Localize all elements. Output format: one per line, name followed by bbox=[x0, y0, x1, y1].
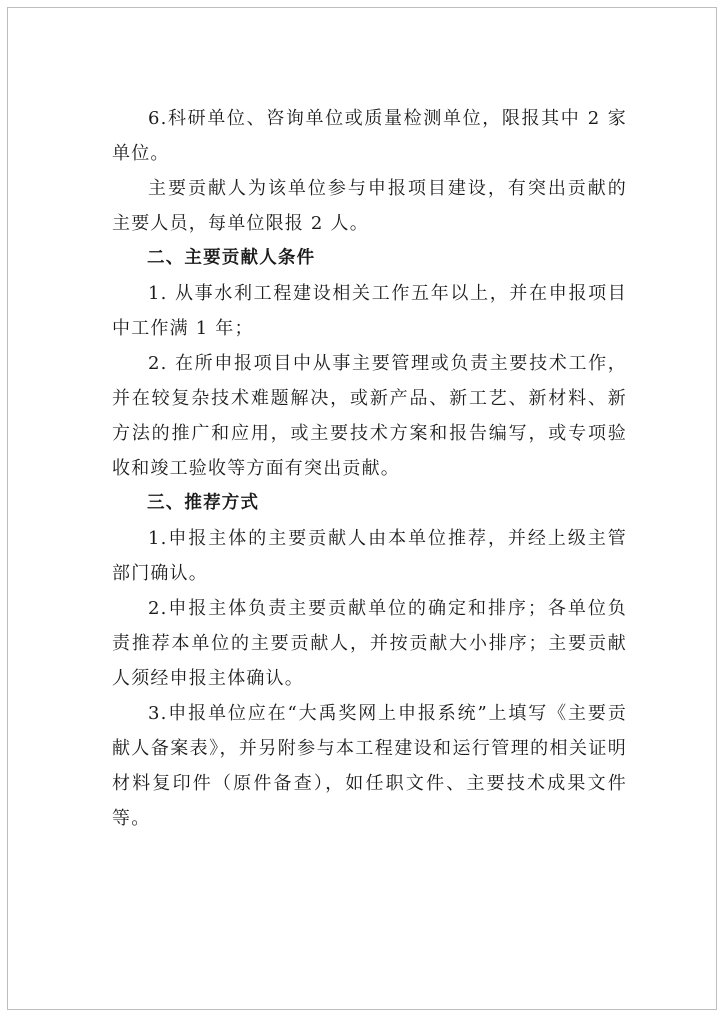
paragraph-research-units: 6.科研单位、咨询单位或质量检测单位，限报其中 2 家单位。 bbox=[112, 108, 627, 164]
paragraph-condition-1: 1. 从事水利工程建设相关工作五年以上，并在申报项目中工作满 1 年； bbox=[112, 283, 627, 339]
document-page bbox=[7, 7, 717, 1010]
paragraph-method-3: 3.申报单位应在“大禹奖网上申报系统”上填写《主要贡献人备案表》，并另附参与本工程建设和运行管理的相关证明材料复印件（原件备查），如任职文件、主要技术成果文件等。 bbox=[112, 703, 627, 829]
paragraph-condition-2: 2. 在所申报项目中从事主要管理或负责主要技术工作，并在较复杂技术难题解决，或新产品、新工艺、新材料、新方法的推广和应用，或主要技术方案和报告编写，或专项验收和竣工验收等方面有突出贡献。 bbox=[112, 353, 627, 479]
section-heading-contributor-conditions: 二、主要贡献人条件 bbox=[147, 248, 316, 268]
paragraph-contributor-definition: 主要贡献人为该单位参与申报项目建设，有突出贡献的主要人员，每单位限报 2 人。 bbox=[112, 178, 627, 234]
paragraph-method-2: 2.申报主体负责主要贡献单位的确定和排序；各单位负责推荐本单位的主要贡献人，并按贡献大小排序；主要贡献人须经申报主体确认。 bbox=[112, 598, 627, 689]
paragraph-method-1: 1.申报主体的主要贡献人由本单位推荐，并经上级主管部门确认。 bbox=[112, 528, 627, 584]
document-body bbox=[112, 101, 627, 836]
section-heading-recommendation-method: 三、推荐方式 bbox=[147, 493, 260, 513]
